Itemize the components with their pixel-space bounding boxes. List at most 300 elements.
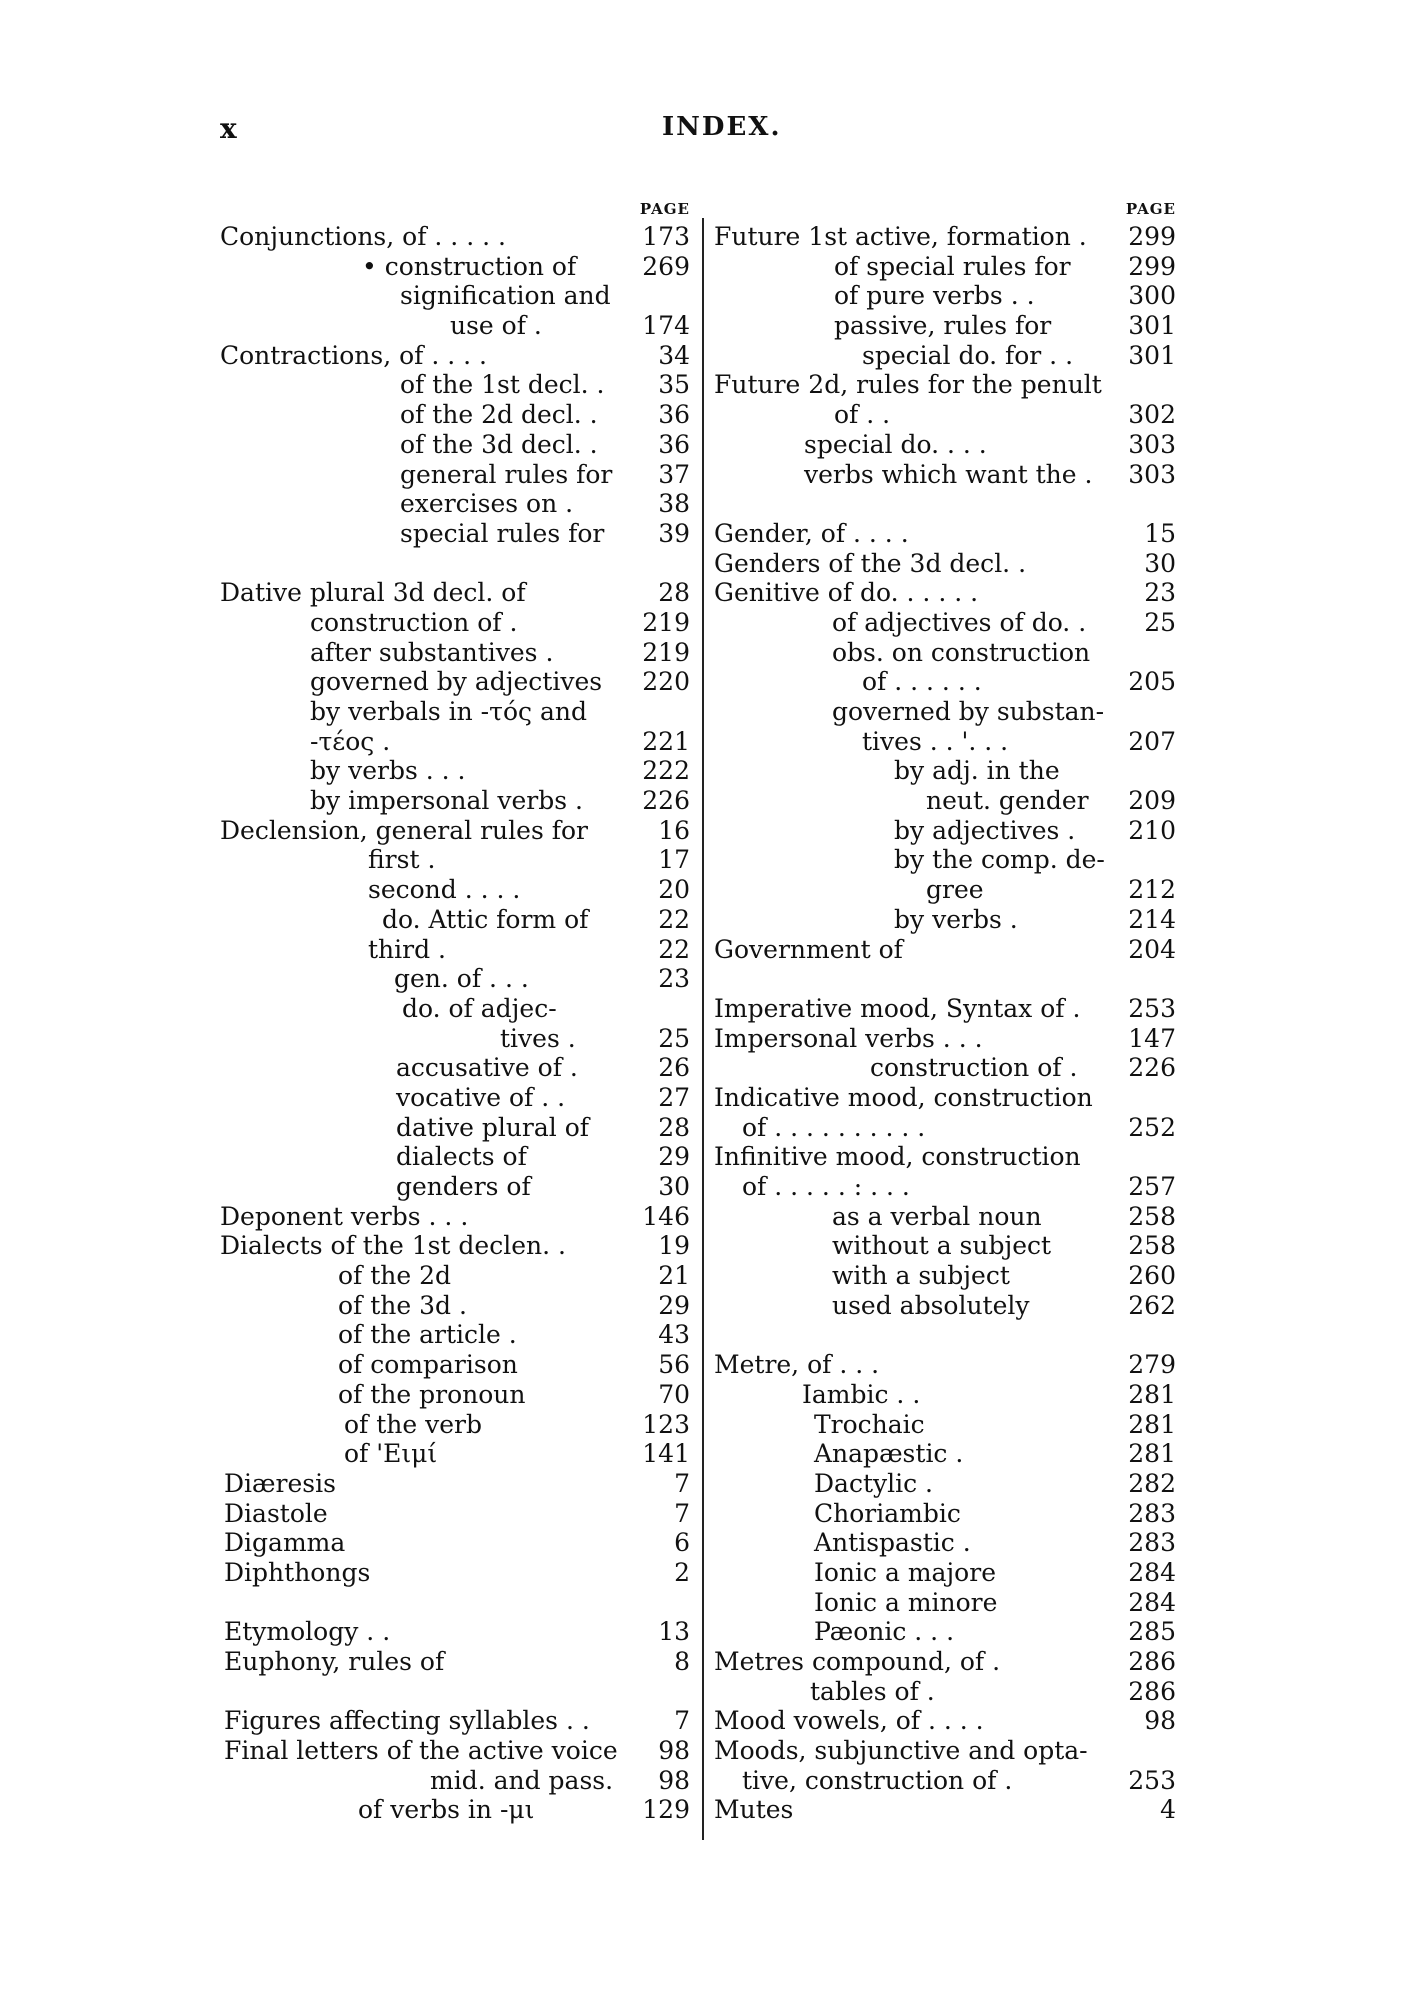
index-page-number: 43 (658, 1320, 690, 1350)
index-entries-left (220, 222, 690, 1825)
index-page-number: 17 (658, 845, 690, 875)
index-entry (220, 1647, 690, 1677)
index-entry (714, 1795, 1176, 1825)
index-entry (220, 1053, 690, 1083)
index-page-number: 252 (1128, 1112, 1176, 1142)
index-page-number: 299 (1128, 251, 1176, 281)
index-entry (220, 281, 690, 311)
index-page-number: 269 (642, 251, 690, 281)
index-entry (714, 964, 1176, 994)
index-entry (714, 1113, 1176, 1143)
index-term: Dactylic . (814, 1468, 934, 1498)
index-entry (220, 1795, 690, 1825)
index-page-number: 258 (1128, 1201, 1176, 1231)
index-page-number: 23 (1144, 578, 1176, 608)
index-term: tables of . (810, 1676, 935, 1706)
index-term: Diphthongs (224, 1557, 371, 1587)
index-page-number: 285 (1128, 1617, 1176, 1647)
index-term: use of . (450, 311, 542, 341)
index-entry (220, 1677, 690, 1707)
index-page-number: 39 (658, 518, 690, 548)
index-term: Anapæstic . (814, 1439, 964, 1469)
index-page-number: 283 (1128, 1498, 1176, 1528)
index-entry (220, 727, 690, 757)
index-term: construction of . (310, 607, 518, 637)
index-term: Etymology . . (224, 1617, 391, 1647)
index-term: exercises on . (400, 489, 574, 519)
index-page-number: 123 (642, 1409, 690, 1439)
index-term: Mutes (714, 1795, 794, 1825)
index-page-number: 25 (1144, 607, 1176, 637)
index-term: by adjectives . (894, 815, 1076, 845)
index-page-number: 300 (1128, 281, 1176, 311)
index-entry (714, 430, 1176, 460)
index-entry (220, 1558, 690, 1588)
index-entry (220, 1736, 690, 1766)
index-term: of . . . . . : . . . (742, 1172, 910, 1201)
index-entry (714, 935, 1176, 965)
index-entry (714, 608, 1176, 638)
index-page-number: 30 (658, 1172, 690, 1201)
index-entry (714, 1469, 1176, 1499)
page-folio: x (220, 112, 237, 145)
index-term: neut. gender (926, 786, 1089, 816)
index-page-number: 302 (1128, 400, 1176, 430)
index-term: special do. . . . (804, 429, 987, 459)
index-term: Impersonal verbs . . . (714, 1023, 983, 1053)
index-term: Contractions, of . . . . (220, 340, 487, 370)
index-page-number: 29 (658, 1142, 690, 1172)
index-term: tive, construction of . (742, 1765, 1013, 1795)
index-term: Dialects of the 1st declen. . (220, 1231, 566, 1261)
index-term: of the article . (338, 1320, 517, 1350)
index-entry (220, 816, 690, 846)
index-term: general rules for (400, 459, 613, 489)
index-term: Future 2d, rules for the penult (714, 370, 1102, 400)
index-entry (714, 786, 1176, 816)
index-entry (714, 875, 1176, 905)
index-entry (220, 489, 690, 519)
index-term: Government of (714, 934, 903, 964)
index-term: -τέος . (310, 726, 391, 756)
index-entry (220, 1410, 690, 1440)
index-page-number: 286 (1128, 1676, 1176, 1706)
index-term: Antispastic . (814, 1528, 971, 1558)
index-term: by verbs . (894, 904, 1018, 934)
index-term: governed by substan- (832, 697, 1105, 726)
page-column-label: PAGE (1125, 200, 1176, 218)
index-term: Ionic a majore (814, 1557, 996, 1587)
index-term: by adj. in the (894, 756, 1060, 786)
index-term: third . (368, 934, 446, 964)
index-page-number: 219 (642, 607, 690, 637)
index-term: construction of . (870, 1053, 1078, 1083)
index-entry (220, 697, 690, 727)
index-term: genders of (396, 1172, 531, 1201)
index-page-number: 253 (1128, 993, 1176, 1023)
index-term: of . . . . . . (862, 667, 982, 697)
index-entry (714, 1617, 1176, 1647)
index-page-number: 286 (1128, 1647, 1176, 1676)
index-term: of pure verbs . . (834, 281, 1035, 311)
index-entry (220, 1320, 690, 1350)
index-page-number: 37 (658, 459, 690, 489)
index-page-number: 226 (642, 786, 690, 816)
index-entry (714, 1706, 1176, 1736)
index-entry (714, 1439, 1176, 1469)
index-entry (714, 370, 1176, 400)
index-term: without a subject (832, 1231, 1052, 1261)
index-entry (714, 460, 1176, 490)
index-page-number: 6 (674, 1528, 690, 1558)
index-page-number: 284 (1128, 1587, 1176, 1617)
index-term: of . . (834, 400, 891, 430)
index-term: Deponent verbs . . . (220, 1201, 469, 1231)
index-entry (220, 875, 690, 905)
index-page-number: 2 (674, 1557, 690, 1587)
index-entry (714, 727, 1176, 757)
index-entry (220, 1439, 690, 1469)
index-term: with a subject (832, 1261, 1010, 1291)
index-page-number: 30 (1144, 548, 1176, 578)
index-entry (220, 1024, 690, 1054)
index-term: gree (926, 875, 984, 905)
index-term: Gender, of . . . . (714, 518, 909, 548)
index-page-number: 38 (658, 489, 690, 519)
index-entry (714, 638, 1176, 668)
index-page-number: 279 (1128, 1350, 1176, 1380)
index-entry (714, 816, 1176, 846)
index-entry (220, 578, 690, 608)
index-page-number: 20 (658, 875, 690, 905)
index-entry (714, 1410, 1176, 1440)
index-entry (714, 1736, 1176, 1766)
index-page-number: 15 (1144, 518, 1176, 548)
index-entry (220, 1291, 690, 1321)
index-term: passive, rules for (834, 311, 1052, 341)
index-entry (714, 222, 1176, 252)
index-page-number: 219 (642, 637, 690, 667)
index-entry (220, 845, 690, 875)
index-entry (714, 1024, 1176, 1054)
index-page-number: 282 (1128, 1468, 1176, 1498)
index-entry (220, 222, 690, 252)
index-entry (714, 1558, 1176, 1588)
index-entry (220, 1469, 690, 1499)
index-page-number: 34 (658, 340, 690, 370)
index-page-number: 209 (1128, 786, 1176, 816)
index-term: by the comp. de- (894, 845, 1105, 875)
index-term: Choriambic (814, 1498, 961, 1528)
index-term: first . (368, 845, 436, 875)
index-page-number: 98 (658, 1736, 690, 1766)
index-page-number: 7 (674, 1498, 690, 1528)
index-term: dative plural of (396, 1112, 590, 1142)
index-term: of comparison (338, 1350, 518, 1380)
index-term: • construction of (362, 251, 577, 281)
index-page-number: 36 (658, 429, 690, 459)
index-entry (220, 1113, 690, 1143)
index-term: Genders of the 3d decl. . (714, 548, 1027, 578)
index-term: obs. on construction (832, 637, 1091, 667)
index-entry (220, 1350, 690, 1380)
index-entry (714, 1261, 1176, 1291)
index-page-number: 28 (658, 578, 690, 608)
index-term: of the verb (344, 1409, 483, 1439)
index-entry (220, 1766, 690, 1796)
index-entries-right (714, 222, 1176, 1825)
index-term: of the 2d (338, 1261, 452, 1291)
index-entry (220, 370, 690, 400)
index-entry (220, 1172, 690, 1202)
index-entry (714, 1320, 1176, 1350)
index-term: of verbs in -μι (358, 1795, 535, 1825)
index-entry (714, 1647, 1176, 1677)
index-entry (714, 1142, 1176, 1172)
index-entry (220, 638, 690, 668)
index-page-number: 281 (1128, 1439, 1176, 1469)
index-term: Dative plural 3d decl. of (220, 578, 526, 608)
index-page-number: 28 (658, 1112, 690, 1142)
index-term: dialects of (396, 1142, 527, 1172)
index-entry (714, 549, 1176, 579)
index-entry (220, 608, 690, 638)
index-term: tives . (500, 1023, 576, 1053)
index-term: Metre, of . . . (714, 1350, 880, 1380)
index-page-number: 4 (1160, 1795, 1176, 1825)
index-entry (714, 1053, 1176, 1083)
index-term: Indicative mood, construction (714, 1082, 1093, 1112)
index-entry (714, 489, 1176, 519)
index-term: of the 3d . (338, 1290, 467, 1320)
index-page-number: 27 (658, 1082, 690, 1112)
index-column-left (220, 200, 690, 1825)
index-term: gen. of . . . (394, 964, 529, 994)
index-page-number: 7 (674, 1468, 690, 1498)
index-term: of special rules for (834, 251, 1071, 281)
index-entry (220, 786, 690, 816)
index-entry (220, 311, 690, 341)
index-term: Infinitive mood, construction (714, 1142, 1081, 1172)
index-entry (714, 1766, 1176, 1796)
page-column-label: PAGE (639, 200, 690, 218)
index-entry (220, 994, 690, 1024)
index-entry (714, 994, 1176, 1024)
index-term: special do. for . . (862, 340, 1074, 370)
index-page-number: 220 (642, 667, 690, 697)
index-page-number: 281 (1128, 1379, 1176, 1409)
index-page-number: 147 (1128, 1023, 1176, 1053)
index-term: accusative of . (396, 1053, 578, 1083)
index-term: second . . . . (368, 875, 521, 905)
index-page-number: 7 (674, 1706, 690, 1736)
index-entry (220, 1528, 690, 1558)
page-header (0, 112, 1404, 152)
index-entry (714, 1172, 1176, 1202)
index-entry (714, 519, 1176, 549)
index-entry (220, 1231, 690, 1261)
index-page-number: 13 (658, 1617, 690, 1647)
index-term: by verbals in -τός and (310, 697, 587, 726)
index-page-number: 258 (1128, 1231, 1176, 1261)
index-entry (714, 578, 1176, 608)
index-term: governed by adjectives (310, 667, 603, 697)
index-entry (220, 1617, 690, 1647)
index-page-number: 303 (1128, 459, 1176, 489)
index-entry (220, 1202, 690, 1232)
index-page-number: 283 (1128, 1528, 1176, 1558)
index-entry (714, 1528, 1176, 1558)
index-page-number: 26 (658, 1053, 690, 1083)
index-page-number: 8 (674, 1647, 690, 1676)
index-entry (714, 1083, 1176, 1113)
index-term: do. of adjec- (402, 993, 557, 1023)
index-entry (714, 400, 1176, 430)
index-entry (714, 281, 1176, 311)
index-term: Ionic a minore (814, 1587, 998, 1617)
index-term: Diastole (224, 1498, 328, 1528)
index-page-number: 70 (658, 1379, 690, 1409)
index-entry (220, 935, 690, 965)
index-page-number: 303 (1128, 429, 1176, 459)
index-entry (220, 1142, 690, 1172)
index-term: of adjectives of do. . (832, 607, 1087, 637)
index-entry (714, 252, 1176, 282)
index-page-number: 129 (642, 1795, 690, 1825)
index-page-number: 281 (1128, 1409, 1176, 1439)
index-page-number: 141 (642, 1439, 690, 1469)
index-page-number: 174 (642, 311, 690, 341)
index-entry (714, 1350, 1176, 1380)
index-entry (220, 341, 690, 371)
index-term: Iambic . . (802, 1379, 921, 1409)
index-term: Trochaic (814, 1409, 925, 1439)
index-term: Future 1st active, formation . (714, 222, 1087, 251)
index-term: of . . . . . . . . . . (742, 1112, 926, 1142)
index-entry (220, 252, 690, 282)
index-entry (220, 1261, 690, 1291)
index-page-number: 212 (1128, 875, 1176, 905)
index-page-number: 23 (658, 964, 690, 994)
page-title: INDEX. (662, 112, 782, 142)
index-term: tives . . '. . . (862, 726, 1009, 756)
index-page-number: 19 (658, 1231, 690, 1261)
index-term: do. Attic form of (382, 904, 589, 934)
index-term: of the 3d decl. . (400, 429, 598, 459)
index-term: Final letters of the active voice (224, 1736, 618, 1766)
index-page-number: 98 (658, 1765, 690, 1795)
index-entry (714, 311, 1176, 341)
index-page-number: 226 (1128, 1053, 1176, 1083)
index-term: by impersonal verbs . (310, 786, 583, 816)
index-term: Imperative mood, Syntax of . (714, 993, 1081, 1023)
index-page-number: 21 (658, 1261, 690, 1291)
index-page-number: 56 (658, 1350, 690, 1380)
index-entry (220, 519, 690, 549)
index-term: Pæonic . . . (814, 1617, 955, 1647)
index-entry (220, 430, 690, 460)
index-page-number: 222 (642, 756, 690, 786)
index-page-number: 22 (658, 934, 690, 964)
index-term: Declension, general rules for (220, 815, 588, 845)
index-entry (220, 1380, 690, 1410)
index-page-number: 25 (658, 1023, 690, 1053)
index-entry (220, 1083, 690, 1113)
index-entry (714, 1380, 1176, 1410)
index-page-number: 301 (1128, 311, 1176, 341)
index-entry (714, 845, 1176, 875)
index-entry (220, 460, 690, 490)
index-term: of the pronoun (338, 1379, 526, 1409)
index-entry (220, 756, 690, 786)
index-entry (714, 1231, 1176, 1261)
index-entry (220, 400, 690, 430)
index-term: Conjunctions, of . . . . . (220, 222, 506, 251)
index-entry (714, 756, 1176, 786)
index-page-number: 16 (658, 815, 690, 845)
index-term: mid. and pass. (430, 1765, 614, 1795)
index-term: signification and (400, 281, 611, 311)
index-page-number: 210 (1128, 815, 1176, 845)
index-entry (714, 1291, 1176, 1321)
index-page-number: 221 (642, 726, 690, 756)
index-page-number: 284 (1128, 1557, 1176, 1587)
index-entry (714, 1588, 1176, 1618)
index-term: Diæresis (224, 1468, 336, 1498)
index-term: Metres compound, of . (714, 1647, 1001, 1676)
index-page-number: 214 (1128, 904, 1176, 934)
index-page-number: 207 (1128, 726, 1176, 756)
index-entry (714, 905, 1176, 935)
index-term: of 'Eιμί (344, 1439, 438, 1469)
index-entry (220, 905, 690, 935)
index-term: vocative of . . (396, 1082, 566, 1112)
index-term: by verbs . . . (310, 756, 466, 786)
index-entry (220, 549, 690, 579)
index-page-number: 257 (1128, 1172, 1176, 1201)
index-entry (714, 667, 1176, 697)
index-page-number: 301 (1128, 340, 1176, 370)
index-term: as a verbal noun (832, 1201, 1042, 1231)
index-term: Digamma (224, 1528, 346, 1558)
index-term: used absolutely (832, 1290, 1030, 1320)
index-entry (220, 667, 690, 697)
index-page-number: 253 (1128, 1765, 1176, 1795)
index-entry (714, 1677, 1176, 1707)
index-term: Genitive of do. . . . . . (714, 578, 979, 608)
index-entry (714, 1499, 1176, 1529)
index-term: Figures affecting syllables . . (224, 1706, 590, 1736)
index-page-number: 204 (1128, 934, 1176, 964)
index-term: verbs which want the . (804, 459, 1093, 489)
index-page-number: 22 (658, 904, 690, 934)
index-page-number: 262 (1128, 1290, 1176, 1320)
index-page-number: 205 (1128, 667, 1176, 697)
index-page-number: 299 (1128, 222, 1176, 251)
index-term: special rules for (400, 518, 605, 548)
index-term: Moods, subjunctive and opta- (714, 1736, 1088, 1766)
index-entry (220, 1499, 690, 1529)
index-page-number: 29 (658, 1290, 690, 1320)
index-entry (220, 1588, 690, 1618)
column-divider (702, 218, 704, 1840)
index-entry (714, 341, 1176, 371)
index-entry (714, 697, 1176, 727)
index-page-number: 260 (1128, 1261, 1176, 1291)
index-page-number: 173 (642, 222, 690, 251)
index-page-number: 98 (1144, 1706, 1176, 1736)
index-term: Euphony, rules of (224, 1647, 445, 1676)
